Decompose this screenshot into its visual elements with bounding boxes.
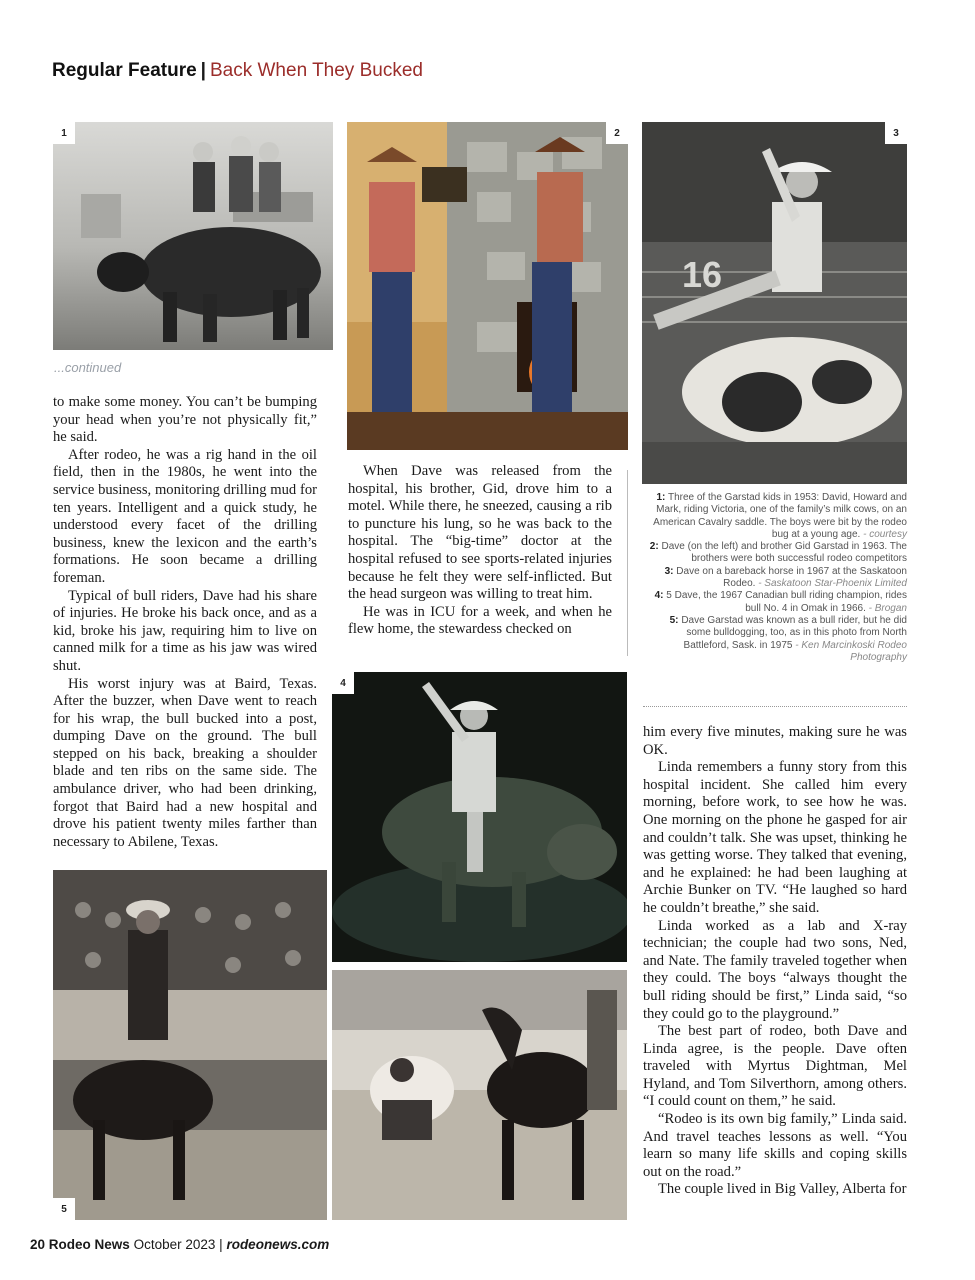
caption-credit: - Brogan bbox=[868, 602, 907, 614]
photo-captions bbox=[643, 492, 907, 664]
paragraph: to make some money. You can’t be bumping your head when you’re not physically fit,” he said. bbox=[53, 394, 317, 446]
photo-5-bulldogging-right bbox=[332, 970, 627, 1220]
photo-5-bulldogging-left bbox=[53, 870, 327, 1220]
caption-text: Dave (on the left) and brother Gid Garstad in 1963. The brothers were both successful rodeo competitors bbox=[661, 541, 907, 565]
caption-credit: - Ken Marcinkoski Rodeo Photography bbox=[795, 639, 907, 663]
photo-5-right-image bbox=[332, 970, 627, 1220]
caption-3 bbox=[643, 566, 907, 591]
issue-date: October 2023 bbox=[133, 1237, 216, 1252]
paragraph: The couple lived in Big Valley, Alberta for bbox=[658, 1181, 907, 1198]
photo-4-bull-ride bbox=[332, 672, 627, 962]
photo-2-image bbox=[347, 122, 628, 450]
page-number: 20 bbox=[30, 1237, 46, 1252]
header-separator: | bbox=[200, 60, 206, 81]
photo-number-badge: 3 bbox=[885, 122, 907, 144]
paragraph: His worst injury was at Baird, Texas. After the buzzer, when Dave went to reach for his wrap, the bull bucked into a post, dumping Dave on the ground. The bull stepped on his back, breaking a shoulder blade and ten ribs on the same side. The ambulance driver, who had been drinking, forgot that Baird had a new hospital and drove his patient twenty miles farther than necessary to Abilene, Texas. bbox=[53, 675, 317, 850]
svg-text:16: 16 bbox=[682, 254, 723, 295]
publication-name: Rodeo News bbox=[48, 1237, 130, 1252]
feature-label: Regular Feature bbox=[52, 60, 197, 81]
body-column-1 bbox=[53, 394, 317, 851]
continued-label: ...continued bbox=[54, 360, 122, 375]
photo-5-left-image bbox=[53, 870, 327, 1220]
photo-2-brothers-fireplace bbox=[347, 122, 628, 450]
photo-3-image bbox=[642, 122, 907, 484]
body-column-2 bbox=[348, 463, 612, 639]
photo-4-image bbox=[332, 672, 627, 962]
website-link[interactable]: rodeonews.com bbox=[226, 1237, 330, 1252]
paragraph: When Dave was released from the hospital, his brother, Gid, drove him to a motel. While there, he sneezed, causing a rib to puncture his lung, so he was back to the hospital. The “big-time” doctor at the hospital refused to see sports-related injuries because he felt they were self-inflicted. But the head surgeon was willing to treat him. bbox=[348, 463, 612, 603]
paragraph: He was in ICU for a week, and when he flew home, the stewardess checked on bbox=[348, 603, 612, 638]
caption-4 bbox=[643, 590, 907, 615]
page-footer bbox=[30, 1237, 329, 1252]
footer-separator: | bbox=[219, 1237, 223, 1252]
caption-text: Dave on a bareback horse in 1967 at the Saskatoon Rodeo. bbox=[676, 565, 907, 590]
caption-2 bbox=[643, 541, 907, 566]
photo-1-image bbox=[53, 122, 333, 350]
body-column-3 bbox=[643, 724, 907, 1199]
caption-5 bbox=[643, 615, 907, 664]
caption-text: 5 Dave, the 1967 Canadian bull riding champion, rides bull No. 4 in Omak in 1966. bbox=[666, 590, 907, 614]
photo-number-badge: 2 bbox=[606, 122, 628, 144]
caption-number: 5: bbox=[669, 614, 679, 626]
caption-number: 1: bbox=[656, 492, 666, 503]
photo-3-bareback-horse bbox=[642, 122, 907, 484]
photo-1-kids-on-cow bbox=[53, 122, 333, 350]
paragraph: After rodeo, he was a rig hand in the oil field, then in the 1980s, he went into the service business, monitoring drilling mud for ten years. Intelligent and a quick study, he understood every facet of the drilling business, knew the lexicon and the earth’s formations. He soon became a drilling foreman. bbox=[53, 446, 317, 586]
caption-text: Dave Garstad was known as a bull rider, but he did some bulldogging, too, as in this photo from North Battleford, Sask. in 1975 bbox=[681, 614, 907, 651]
paragraph: Linda remembers a funny story from this hospital incident. She called him every morning, before work, to see how he was. One morning on the phone he gasped for air and couldn’t talk. She was upset, thinking he was getting worse. They talked that evening, and he explained: he had been laughing at Archie Bunker on TV. “He laughed so hard he couldn’t breathe,” she said. bbox=[643, 759, 907, 916]
paragraph: him every five minutes, making sure he was OK. bbox=[643, 724, 907, 758]
caption-credit: - courtesy bbox=[863, 528, 907, 540]
photo-number-badge: 4 bbox=[332, 672, 354, 694]
section-title: Back When They Bucked bbox=[209, 60, 423, 81]
caption-number: 4: bbox=[654, 590, 664, 602]
photo-number-badge: 5 bbox=[53, 1198, 75, 1220]
caption-divider bbox=[643, 706, 907, 707]
page-header bbox=[52, 60, 423, 82]
caption-number: 2: bbox=[649, 541, 659, 553]
caption-credit: - Saskatoon Star-Phoenix Limited bbox=[758, 578, 907, 590]
paragraph: The best part of rodeo, both Dave and Linda agree, is the people. Dave often traveled with Myrtus Dightman, Mel Hyland, and Tom Silverthorn, among others. “I could count on them,” he said. bbox=[643, 1023, 907, 1110]
paragraph: Linda worked as a lab and X-ray technician; the couple had two sons, Ned, and Nate. The family traveled together when they could. The boys “always thought the bull riding should be first,” Linda said, “so they could go to the playground.” bbox=[643, 917, 907, 1022]
caption-number: 3: bbox=[664, 565, 674, 577]
caption-1 bbox=[643, 492, 907, 541]
photo-number-badge: 1 bbox=[53, 122, 75, 144]
caption-text: Three of the Garstad kids in 1953: David, Howard and Mark, riding Victoria, one of the family’s milk cows, on an American Cavalry saddle. The boys were bit by the rodeo bug at a young age. bbox=[653, 492, 907, 540]
column-divider bbox=[627, 470, 628, 656]
paragraph: Typical of bull riders, Dave had his share of injuries. He broke his back once, and as a kid, broke his jaw, requiring him to live on canned milk for a time as his jaw was wired shut. bbox=[53, 587, 317, 674]
paragraph: “Rodeo is its own big family,” Linda said. And travel teaches lessons as well. “You learn so many life skills and coping skills out on the road.” bbox=[643, 1111, 907, 1180]
